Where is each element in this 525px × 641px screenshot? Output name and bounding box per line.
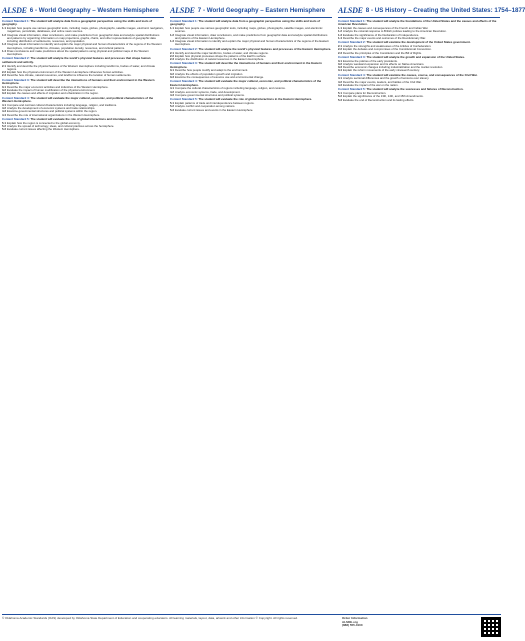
standard-text: The student will analyze data from a geographic perspective using the skills and tools of geography. bbox=[2, 19, 153, 27]
objective-text: Explain patterns of trade and interdependence between regions. bbox=[175, 101, 255, 105]
standard-label: Content Standard 1: bbox=[2, 19, 30, 23]
objective-number: 2.1 bbox=[338, 44, 342, 49]
content-standard bbox=[338, 41, 500, 55]
objective-number: 2.2 bbox=[338, 47, 342, 52]
objective-number: 3.1 bbox=[170, 68, 174, 73]
objective-text: Describe the major economic activities and industries of the Western Hemisphere. bbox=[7, 84, 109, 89]
standard-label: Content Standard 3: bbox=[2, 77, 30, 82]
objective-text: Evaluate current issues and events in the Eastern Hemisphere. bbox=[175, 107, 254, 112]
standard-text: The student will examine the development of the United States government. bbox=[366, 40, 471, 45]
objective-text: Integrate visual information to identify and explain the major physical and human characteristics of the regions of the Eastern Hemisphere. bbox=[175, 39, 330, 47]
objective-number: 3.1 bbox=[338, 58, 342, 63]
objective-number: 2.1 bbox=[2, 63, 6, 68]
column-header bbox=[170, 3, 332, 18]
content-standard bbox=[2, 20, 164, 56]
objective-number: 5.1 bbox=[170, 101, 174, 105]
objective-number: 4.1 bbox=[2, 102, 6, 107]
objective-text: Compare plans for Reconstruction. bbox=[343, 91, 387, 96]
objective-number: 1.3 bbox=[170, 39, 174, 44]
standard-text: The student will describe the interactions of humans and their environment in the Western Hemisphere. bbox=[2, 77, 155, 85]
objective-text: Describe economic changes including industrialization and the market revolution. bbox=[343, 65, 444, 70]
content-standard bbox=[338, 56, 500, 73]
standard-label: Content Standard 5: bbox=[170, 97, 198, 102]
standard-label: Content Standard 4: bbox=[2, 95, 30, 100]
objective-number: 1.2 bbox=[2, 32, 6, 37]
objective-number: 3.4 bbox=[338, 68, 342, 73]
objective-number: 1.1 bbox=[170, 26, 174, 31]
objective-number: 4.4 bbox=[2, 112, 6, 117]
objective-text: Evaluate the impact of human modification of the physical environment. bbox=[7, 88, 96, 93]
content-standard bbox=[338, 88, 500, 102]
standard-text: The student will evaluate the major cultural, economic, and political characteristics of the Western Hemisphere. bbox=[2, 95, 154, 103]
objective-number: 5.2 bbox=[170, 104, 174, 109]
column-title: 7 - World Geography – Eastern Hemisphere bbox=[197, 6, 326, 14]
objective-text: Describe how people modify and adapt to the environment. bbox=[175, 68, 249, 73]
column-title: 6 - World Geography – Western Hemisphere bbox=[29, 6, 159, 14]
content-standard bbox=[338, 74, 500, 88]
objective-number: 4.2 bbox=[170, 89, 174, 94]
standard-text: The student will analyze data from a geographic perspective using the skills and tools of geography. bbox=[170, 19, 321, 27]
content-standard bbox=[2, 97, 164, 117]
objective-number: 3.3 bbox=[170, 74, 174, 79]
objective-text: Analyze the effects of population growth and migration. bbox=[175, 71, 244, 76]
column-grade-6 bbox=[2, 3, 164, 611]
objective-number: 5.2 bbox=[2, 123, 6, 128]
objective-text: Describe the major events, leaders, and battles of the Civil War. bbox=[343, 79, 422, 84]
copyright-notice: © Oklahoma Academic Standards (OAS) developed by Oklahoma State Department of Education and cooperating educators. All learning materials, layout, data, artwork and other information © Copyright. All rights reserved. bbox=[2, 616, 298, 620]
objective-text: Explain the debates and compromises of the Constitutional Convention. bbox=[343, 47, 432, 52]
objective-text: Explain how the region is connected to the global economy. bbox=[7, 120, 81, 125]
standard-label: Content Standard 3: bbox=[170, 61, 198, 66]
standard-label: Content Standard 1: bbox=[338, 19, 366, 23]
objective-text: Integrate visual information, draw conclusions, and make predictions from geographic data and analyze spatial distributions and patterns of the Eastern Hemisphere. bbox=[175, 32, 328, 40]
objective-number: 4.2 bbox=[338, 79, 342, 84]
logo: ALSDE bbox=[338, 5, 363, 15]
qr-code-icon[interactable] bbox=[481, 617, 501, 637]
objective-number: 2.3 bbox=[2, 73, 6, 78]
objective-number: 2.1 bbox=[170, 50, 174, 55]
objective-number: 4.1 bbox=[170, 86, 174, 91]
standard-label: Content Standard 3: bbox=[338, 54, 366, 59]
standard-text: The student will evaluate the role of global interactions and interdependence. bbox=[30, 116, 137, 121]
logo: ALSDE bbox=[170, 5, 195, 15]
standard-label: Content Standard 4: bbox=[170, 79, 198, 84]
order-info bbox=[342, 617, 368, 628]
standard-text: The student will analyze the successes and failures of Reconstruction. bbox=[366, 87, 464, 92]
column-header bbox=[2, 3, 164, 18]
objective-number: 1.2 bbox=[170, 32, 174, 37]
objective-number: 2.3 bbox=[338, 50, 342, 55]
objective-number: 3.1 bbox=[2, 84, 6, 89]
objective-text: Examine the policies of the early presidents. bbox=[343, 58, 398, 63]
column-grade-8 bbox=[338, 3, 525, 611]
objective-number: 3.2 bbox=[170, 71, 174, 76]
objective-text: Explain how people use various geographic tools, including maps, globes, photographs, satellite images, electronic navigators, magazines, periodicals, databases, and online news sources. bbox=[7, 26, 164, 34]
standard-text: The student will examine the causes, course, and consequences of the Civil War. bbox=[366, 72, 478, 77]
objective-item bbox=[2, 128, 164, 131]
objective-number: 5.1 bbox=[338, 91, 342, 96]
order-info-website[interactable]: ALSDE.org bbox=[342, 619, 358, 624]
objective-text: Explain the causes and consequences of the French and Indian War. bbox=[343, 26, 429, 31]
objective-text: Analyze westward expansion and its effects on Native Americans. bbox=[343, 61, 425, 66]
objective-text: Examine governmental structures and political systems within the region. bbox=[7, 109, 98, 114]
objective-text: Explain how physical processes shape the patterns of the Earth's surface. bbox=[175, 53, 267, 58]
standard-text: The student will analyze the world's physical features and processes that shape human settlement and activity. bbox=[2, 56, 151, 64]
objective-number: 1.2 bbox=[338, 29, 342, 34]
content-standard bbox=[2, 118, 164, 132]
objective-number: 2.2 bbox=[2, 70, 6, 75]
content-standard bbox=[170, 98, 332, 112]
objective-text: Evaluate the impact of the war on the nation. bbox=[343, 82, 399, 87]
standard-label: Content Standard 4: bbox=[338, 72, 366, 77]
objective-text: Explain how people use various geographic tools, including maps, globes, photographs, satellite images, and electronic sources. bbox=[175, 26, 323, 34]
standard-text: The student will analyze the growth and expansion of the United States. bbox=[366, 54, 465, 59]
content-standard bbox=[2, 57, 164, 77]
objective-text: Identify and describe the physical features of the Western Hemisphere including landforms, bodies of water, and climate regions. bbox=[7, 63, 156, 71]
objective-text: Explain the causes and effects of migration and urbanization in the region. bbox=[7, 91, 99, 96]
objective-text: Evaluate current issues affecting the Western Hemisphere. bbox=[7, 127, 80, 132]
column-grade-7 bbox=[170, 3, 332, 611]
objective-text: Describe the role of international organizations in the Western Hemisphere. bbox=[7, 112, 101, 117]
standard-text: The student will describe the interactions of humans and their environment in the Eastern Hemisphere. bbox=[170, 61, 322, 69]
objective-text: Analyze the strengths and weaknesses of the Articles of Confederation. bbox=[343, 44, 432, 49]
objective-text: Examine the consequences of resource use and environmental change. bbox=[175, 74, 264, 79]
objective-text: Integrate visual information to identify and explain the major physical and human characteristics of the regions of the Western Hemisphere, including landforms, climates, population density, resources, and cultural patterns. bbox=[7, 42, 162, 50]
objective-text: Integrate visual information, draw conclusions, and make predictions from geographic data and analyze spatial distributions and patterns by organizing information on map projections, graphs, charts, and other representations of geographic data including distribution of settlements, resources, and population. bbox=[7, 32, 160, 44]
objective-number: 5.3 bbox=[338, 97, 342, 102]
objective-text: Evaluate the significance of the Declaration of Independence. bbox=[343, 32, 420, 37]
objective-text: Analyze the spread of technology, ideas, and cultural practices across the hemisphere. bbox=[7, 123, 115, 128]
column-title: 8 - US History – Creating the United States: 1754–1877 bbox=[365, 6, 525, 14]
objective-text: Analyze sectional differences and the growth of tensions over slavery. bbox=[343, 76, 430, 81]
order-info-title: Order Information bbox=[342, 616, 368, 620]
content-standard bbox=[170, 20, 332, 47]
objective-number: 1.3 bbox=[338, 32, 342, 37]
content-standard bbox=[170, 80, 332, 97]
column-header bbox=[338, 3, 525, 18]
objective-text: Draw conclusions and make predictions about the spatial patterns using physical and political maps of the Western Hemisphere. bbox=[7, 48, 149, 57]
objective-number: 1.1 bbox=[338, 26, 342, 31]
standard-text: The student will evaluate the role of global interactions in the Eastern Hemisphere. bbox=[198, 97, 312, 102]
objective-text: Explain the significance of the 13th, 14th, and 15th Amendments. bbox=[343, 94, 424, 99]
objective-text: Analyze the distribution of natural resources in the Eastern Hemisphere. bbox=[175, 57, 265, 62]
objective-text: Identify and describe major landforms, bodies of water, and climate regions. bbox=[175, 50, 269, 55]
objective-text: Analyze conflict and cooperation among nations. bbox=[175, 104, 236, 109]
content-standard bbox=[170, 48, 332, 62]
objective-text: Analyze the colonial response to British policies leading to the American Revolution. bbox=[343, 29, 447, 34]
objective-item bbox=[338, 99, 500, 102]
standard-label: Content Standard 1: bbox=[170, 19, 198, 23]
objective-text: Describe the major events and outcomes of the Revolutionary War. bbox=[343, 35, 426, 40]
objective-number: 4.3 bbox=[2, 109, 6, 114]
objective-number: 4.1 bbox=[338, 76, 342, 81]
objective-number: 3.2 bbox=[338, 61, 342, 66]
standard-label: Content Standard 2: bbox=[338, 40, 366, 45]
objective-number: 2.2 bbox=[170, 53, 174, 58]
objective-text: Describe how climate, natural resources, and landforms influence the location of human settlements. bbox=[7, 73, 132, 78]
objective-text: Compare governmental structures and political systems. bbox=[175, 92, 245, 97]
standard-text: The student will analyze the foundations of the United States and the causes and effects of the American Revolution. bbox=[338, 19, 497, 27]
objective-text: Explain how the physical environment of the Western Hemisphere influences human activities. bbox=[7, 70, 124, 75]
objective-number: 1.4 bbox=[2, 48, 6, 53]
objective-number: 4.2 bbox=[2, 106, 6, 110]
objective-number: 5.1 bbox=[2, 120, 6, 125]
objective-number: 5.2 bbox=[338, 94, 342, 99]
footer bbox=[2, 614, 501, 639]
objective-number: 3.3 bbox=[2, 91, 6, 96]
objective-item bbox=[170, 109, 332, 112]
content-standard bbox=[338, 20, 500, 40]
standard-label: Content Standard 2: bbox=[2, 56, 30, 61]
standard-label: Content Standard 5: bbox=[338, 87, 366, 92]
logo: ALSDE bbox=[2, 5, 27, 15]
objective-text: Analyze economic systems, trade, and development. bbox=[175, 89, 241, 94]
objective-number: 5.3 bbox=[2, 127, 6, 132]
objective-text: Compare the cultural characteristics of regions including language, religion, and customs. bbox=[175, 86, 286, 91]
order-info-phone: (888) 555-0100 bbox=[342, 623, 363, 628]
content-standard bbox=[2, 79, 164, 96]
standard-label: Content Standard 2: bbox=[170, 46, 198, 51]
objective-number: 2.3 bbox=[170, 57, 174, 62]
objective-number: 4.3 bbox=[170, 92, 174, 97]
objective-number: 1.3 bbox=[2, 42, 6, 47]
standard-text: The student will analyze the world's physical features and processes of the Eastern Hemisphere. bbox=[198, 46, 332, 51]
objective-text: Compare and contrast cultural characteristics including language, religion, and traditions. bbox=[7, 102, 117, 107]
objective-number: 5.3 bbox=[170, 107, 174, 112]
objective-text: Analyze the development of economic systems and trade relationships. bbox=[7, 106, 96, 110]
objective-text: Describe the principles of the Constitution and the Bill of Rights. bbox=[343, 50, 422, 55]
standard-text: The student will evaluate the major cultural, economic, and political characteristics of the Eastern Hemisphere. bbox=[170, 79, 322, 87]
objective-text: Evaluate the end of Reconstruction and its lasting effects. bbox=[343, 97, 415, 102]
objective-number: 3.3 bbox=[338, 65, 342, 70]
objective-text: Explain the reform movements of the early nineteenth century. bbox=[343, 68, 420, 73]
qr-area bbox=[481, 617, 501, 637]
objective-number: 1.1 bbox=[2, 26, 6, 31]
objective-number: 1.4 bbox=[338, 35, 342, 40]
objective-number: 3.2 bbox=[2, 88, 6, 93]
objective-number: 4.3 bbox=[338, 82, 342, 87]
content-standard bbox=[170, 62, 332, 79]
standard-label: Content Standard 5: bbox=[2, 116, 30, 121]
